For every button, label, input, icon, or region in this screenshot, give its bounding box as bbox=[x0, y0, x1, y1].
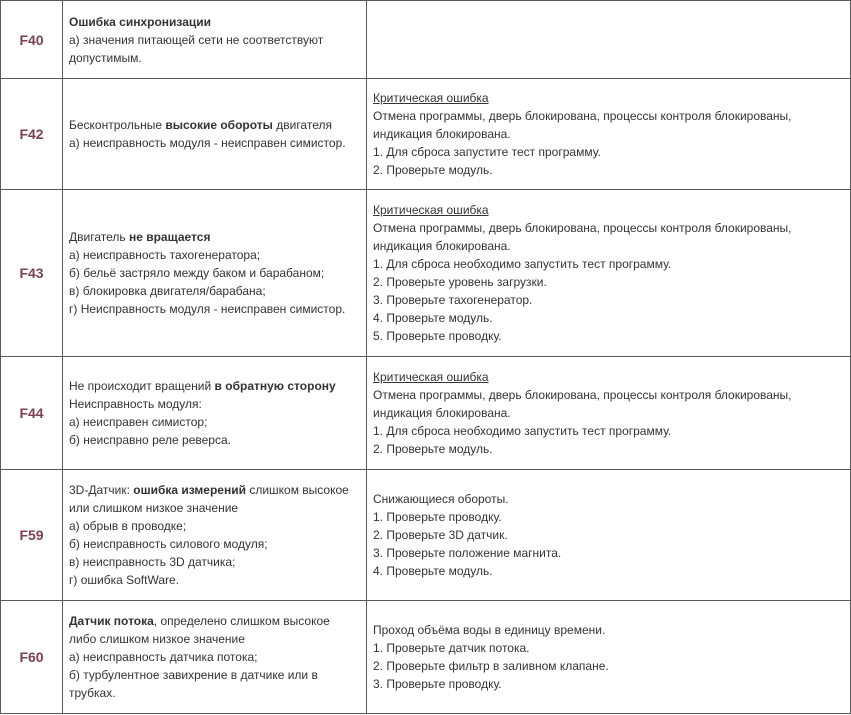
error-description bbox=[63, 601, 367, 714]
heading-pre: Не происходит вращений bbox=[69, 379, 215, 393]
description-heading bbox=[69, 228, 360, 246]
heading-bold: ошибка измерений bbox=[133, 483, 246, 497]
error-code: F59 bbox=[1, 470, 63, 601]
error-code: F60 bbox=[1, 601, 63, 714]
action-line: 3. Проверьте проводку. bbox=[373, 677, 502, 691]
error-action bbox=[367, 357, 851, 470]
heading-bold: не вращается bbox=[128, 230, 211, 244]
description-line: г) Неисправность модуля - неисправен симистор. bbox=[69, 302, 346, 316]
action-line: 1. Для сброса запустите тест программу. bbox=[373, 145, 601, 159]
action-line: 1. Для сброса необходимо запустить тест программу. bbox=[373, 424, 672, 438]
action-line: 2. Проверьте модуль. bbox=[373, 442, 493, 456]
error-action bbox=[367, 190, 851, 357]
description-line: б) неисправно реле реверса. bbox=[69, 433, 231, 447]
description-heading bbox=[69, 481, 360, 517]
action-line: 1. Проверьте проводку. bbox=[373, 510, 502, 524]
table-row bbox=[1, 470, 851, 601]
heading-bold: Датчик потока bbox=[69, 614, 154, 628]
table-row bbox=[1, 190, 851, 357]
heading-post: двигателя bbox=[272, 118, 332, 132]
action-line: 2. Проверьте фильтр в заливном клапане. bbox=[373, 659, 609, 673]
error-description bbox=[63, 470, 367, 601]
error-description bbox=[63, 190, 367, 357]
description-line: в) неисправность 3D датчика; bbox=[69, 555, 236, 569]
error-code: F40 bbox=[1, 1, 63, 79]
description-line: б) неисправность силового модуля; bbox=[69, 537, 268, 551]
heading-post: , определено слишком высокое либо слишком низкое значение bbox=[69, 614, 330, 646]
action-line: 4. Проверьте модуль. bbox=[373, 311, 493, 325]
description-line: б) бельё застряло между баком и барабаном; bbox=[69, 266, 325, 280]
description-line: а) неисправен симистор; bbox=[69, 415, 208, 429]
error-code: F43 bbox=[1, 190, 63, 357]
error-action bbox=[367, 1, 851, 79]
table-row bbox=[1, 601, 851, 714]
action-line: 5. Проверьте проводку. bbox=[373, 329, 502, 343]
heading-bold: Ошибка синхронизации bbox=[69, 14, 212, 29]
error-code: F44 bbox=[1, 357, 63, 470]
description-line: г) ошибка SoftWare. bbox=[69, 573, 180, 587]
action-line: Отмена программы, дверь блокирована, процессы контроля блокированы, индикация блокирована. bbox=[373, 221, 792, 253]
description-line: а) значения питающей сети не соответствуют допустимым. bbox=[69, 32, 324, 65]
table-row bbox=[1, 79, 851, 190]
action-line: 1. Проверьте датчик потока. bbox=[373, 641, 530, 655]
action-line: 1. Для сброса необходимо запустить тест программу. bbox=[373, 257, 672, 271]
error-code: F42 bbox=[1, 79, 63, 190]
critical-error-label: Критическая ошибка bbox=[373, 91, 489, 105]
action-line: 2. Проверьте 3D датчик. bbox=[373, 528, 508, 542]
error-action bbox=[367, 601, 851, 714]
heading-pre: Двигатель bbox=[69, 230, 129, 244]
error-description bbox=[63, 1, 367, 79]
description-line: Неисправность модуля: bbox=[69, 397, 202, 411]
heading-pre: 3D-Датчик: bbox=[69, 483, 134, 497]
description-line: б) турбулентное завихрение в датчике или в трубках. bbox=[69, 668, 318, 700]
action-line: 3. Проверьте положение магнита. bbox=[373, 546, 562, 560]
description-line: а) неисправность тахогенератора; bbox=[69, 248, 261, 262]
action-line: Отмена программы, дверь блокирована, процессы контроля блокированы, индикация блокирована. bbox=[373, 388, 792, 420]
action-line: Отмена программы, дверь блокирована, процессы контроля блокированы, индикация блокирована. bbox=[373, 109, 792, 141]
action-line: Проход объёма воды в единицу времени. bbox=[373, 623, 606, 637]
action-line: 4. Проверьте модуль. bbox=[373, 564, 493, 578]
description-heading bbox=[69, 116, 360, 134]
action-line: 2. Проверьте уровень загрузки. bbox=[373, 275, 547, 289]
heading-pre: Бесконтрольные bbox=[69, 118, 166, 132]
critical-error-label: Критическая ошибка bbox=[373, 370, 489, 384]
action-line: 3. Проверьте тахогенератор. bbox=[373, 293, 533, 307]
error-description bbox=[63, 357, 367, 470]
description-line: а) неисправность датчика потока; bbox=[69, 650, 258, 664]
description-line: а) неисправность модуля - неисправен симистор. bbox=[69, 136, 346, 150]
critical-error-label: Критическая ошибка bbox=[373, 203, 489, 217]
heading-bold: высокие обороты bbox=[165, 118, 273, 132]
description-line: а) обрыв в проводке; bbox=[69, 519, 187, 533]
error-description bbox=[63, 79, 367, 190]
description-line: в) блокировка двигателя/барабана; bbox=[69, 284, 266, 298]
table-row bbox=[1, 357, 851, 470]
error-action bbox=[367, 470, 851, 601]
error-action bbox=[367, 79, 851, 190]
description-heading bbox=[69, 612, 360, 648]
heading-bold: в обратную сторону bbox=[214, 379, 336, 393]
description-heading bbox=[69, 13, 360, 31]
description-heading bbox=[69, 377, 360, 395]
action-line: 2. Проверьте модуль. bbox=[373, 163, 493, 177]
table-row bbox=[1, 1, 851, 79]
heading-post: слишком высокое или слишком низкое значение bbox=[69, 483, 349, 515]
action-line: Снижающиеся обороты. bbox=[373, 492, 509, 506]
